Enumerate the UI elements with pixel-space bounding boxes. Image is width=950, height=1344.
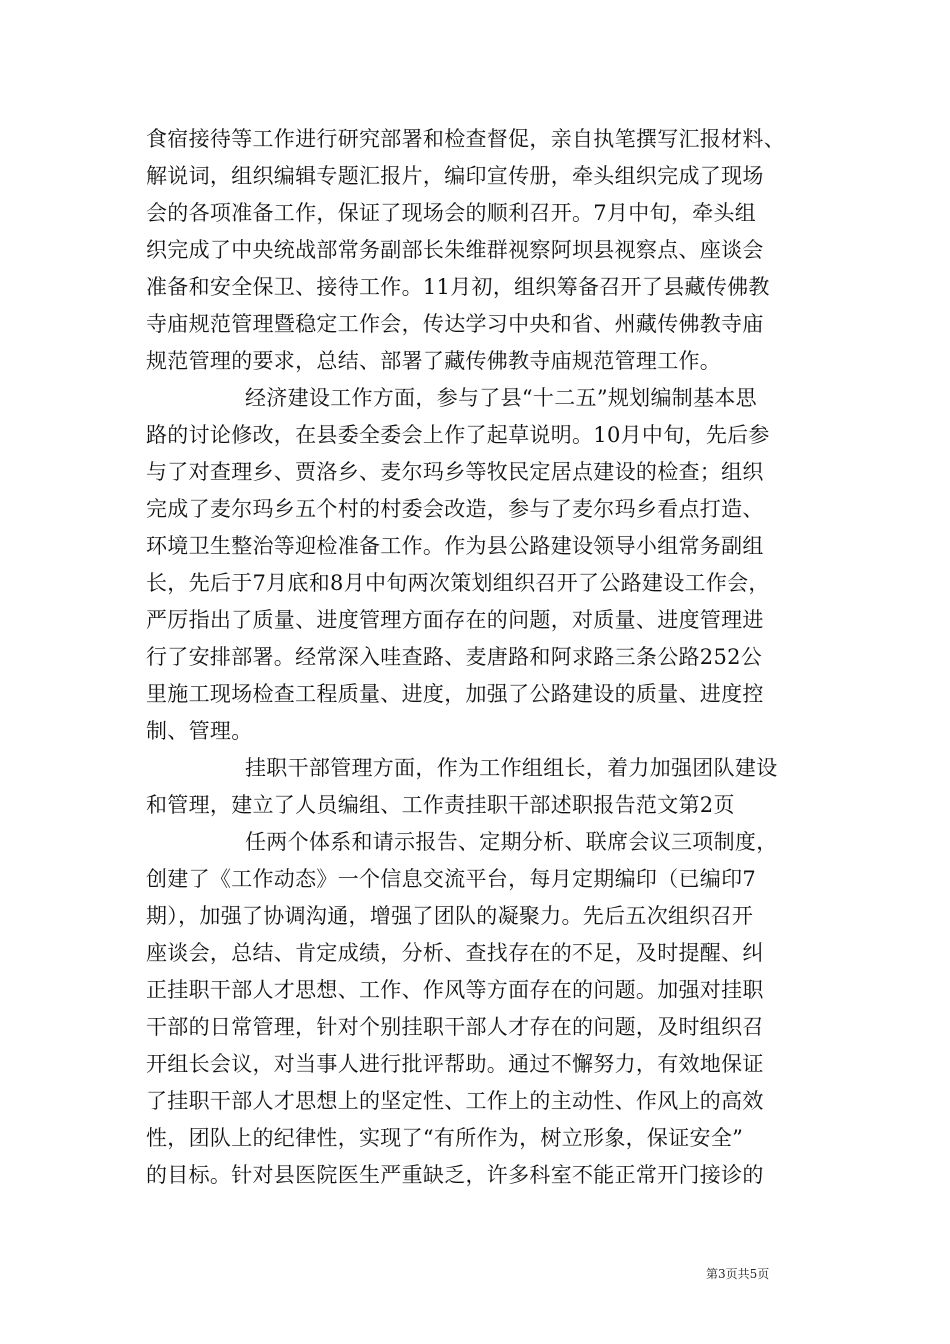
paragraph-4-line-9: 性，团队上的纪律性，实现了“有所作为，树立形象，保证安全” [146, 1126, 744, 1150]
paragraph-3-line-2: 和管理，建立了人员编组、工作责挂职干部述职报告范文第2页 [146, 793, 735, 817]
paragraph-2-line-10: 制、管理。 [146, 719, 253, 743]
paragraph-1-line-1: 食宿接待等工作进行研究部署和检查督促，亲自执笔撰写汇报材料、 [146, 127, 785, 151]
paragraph-1-line-4: 织完成了中央统战部常务副部长朱维群视察阿坝县视察点、座谈会 [146, 238, 764, 262]
paragraph-3-line-1: 挂职干部管理方面，作为工作组组长，着力加强团队建设 [245, 756, 778, 780]
paragraph-1-line-6: 寺庙规范管理暨稳定工作会，传达学习中央和省、州藏传佛教寺庙 [146, 312, 764, 336]
paragraph-1-line-3: 会的各项准备工作，保证了现场会的顺利召开。7月中旬，牵头组 [146, 201, 757, 225]
paragraph-2-line-9: 里施工现场检查工程质量、进度，加强了公路建设的质量、进度控 [146, 682, 764, 706]
paragraph-4-line-8: 了挂职干部人才思想上的坚定性、工作上的主动性、作风上的高效 [146, 1089, 764, 1113]
paragraph-4-line-4: 座谈会，总结、肯定成绩，分析、查找存在的不足，及时提醒、纠 [146, 941, 764, 965]
paragraph-2-line-3: 与了对查理乡、贾洛乡、麦尔玛乡等牧民定居点建设的检查；组织 [146, 460, 764, 484]
paragraph-4-line-1: 任两个体系和请示报告、定期分析、联席会议三项制度， [245, 830, 778, 854]
paragraph-4-line-5: 正挂职干部人才思想、工作、作风等方面存在的问题。加强对挂职 [146, 978, 764, 1002]
paragraph-2-line-5: 环境卫生整治等迎检准备工作。作为县公路建设领导小组常务副组 [146, 534, 764, 558]
paragraph-2-line-1: 经济建设工作方面，参与了县“十二五”规划编制基本思 [245, 386, 757, 410]
paragraph-4-line-3: 期），加强了协调沟通，增强了团队的凝聚力。先后五次组织召开 [146, 904, 754, 928]
paragraph-4-line-6: 干部的日常管理，针对个别挂职干部人才存在的问题，及时组织召 [146, 1015, 764, 1039]
paragraph-1-line-5: 准备和安全保卫、接待工作。11月初，组织筹备召开了县藏传佛教 [146, 275, 770, 299]
paragraph-4-line-10: 的目标。针对县医院医生严重缺乏，许多科室不能正常开门接诊的 [146, 1163, 764, 1187]
paragraph-1-line-7: 规范管理的要求，总结、部署了藏传佛教寺庙规范管理工作。 [146, 349, 722, 373]
paragraph-2-line-8: 行了安排部署。经常深入哇查路、麦唐路和阿求路三条公路252公 [146, 645, 763, 669]
paragraph-2-line-4: 完成了麦尔玛乡五个村的村委会改造，参与了麦尔玛乡看点打造、 [146, 497, 764, 521]
paragraph-4-line-2: 创建了《工作动态》一个信息交流平台，每月定期编印（已编印7 [146, 867, 757, 891]
paragraph-2-line-2: 路的讨论修改，在县委全委会上作了起草说明。10月中旬，先后参 [146, 423, 770, 447]
paragraph-4-line-7: 开组长会议，对当事人进行批评帮助。通过不懈努力，有效地保证 [146, 1052, 764, 1076]
paragraph-2-line-7: 严厉指出了质量、进度管理方面存在的问题，对质量、进度管理进 [146, 608, 764, 632]
page-number-footer: 第3页共5页 [706, 1267, 770, 1281]
paragraph-2-line-6: 长，先后于7月底和8月中旬两次策划组织召开了公路建设工作会， [146, 571, 770, 595]
paragraph-1-line-2: 解说词，组织编辑专题汇报片，编印宣传册，牵头组织完成了现场 [146, 164, 764, 188]
